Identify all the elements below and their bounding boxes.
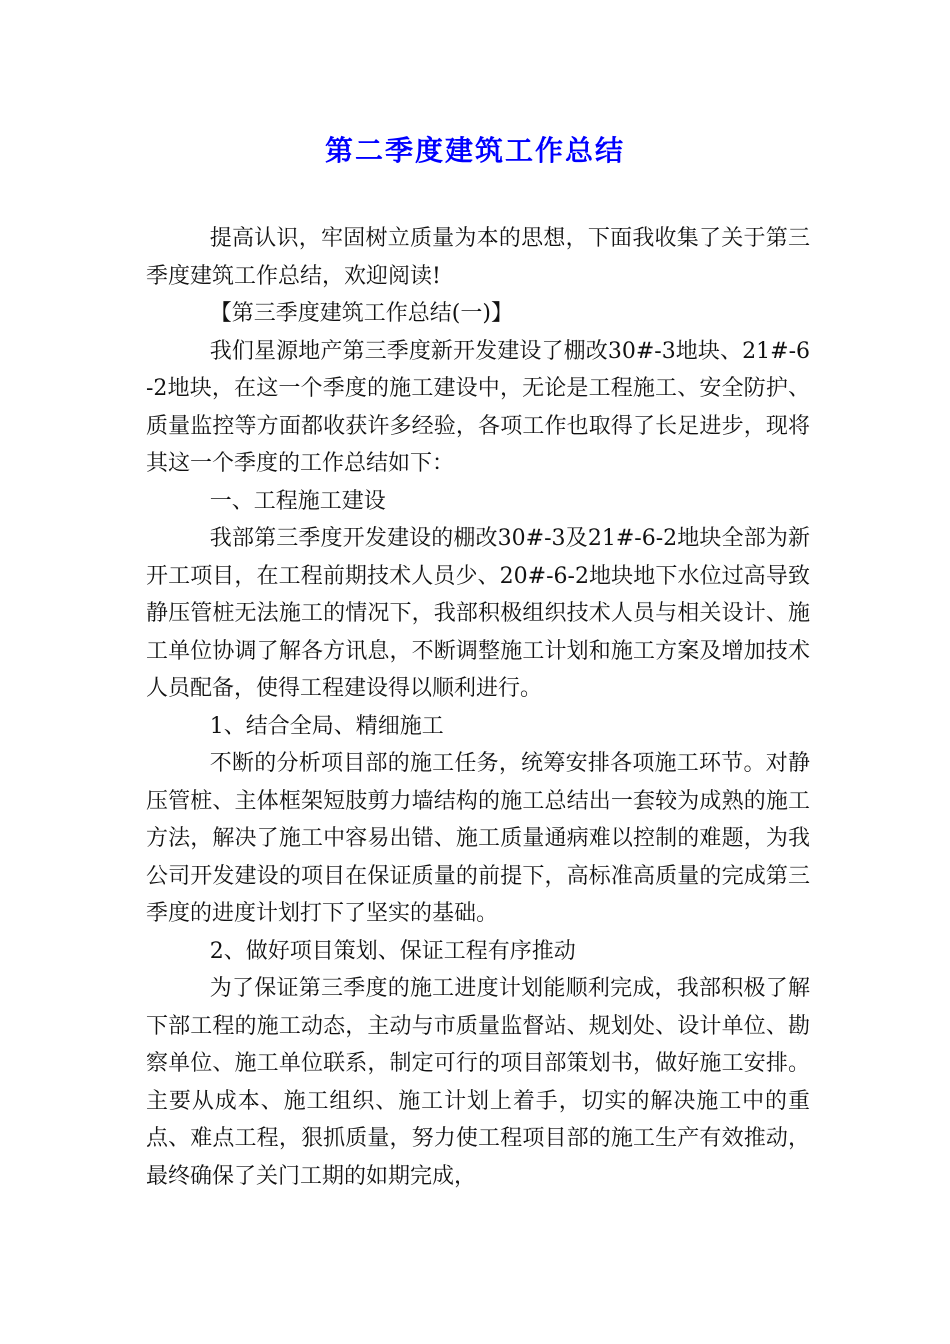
section-heading-part-one: 【第三季度建筑工作总结(一)】	[209, 301, 513, 326]
paragraph-construction: 我部第三季度开发建设的棚改30#-3及21#-6-2地块全部为新开工项目，在工程前期技术人员少、20#-6-2地块地下水位过高导致静压管桩无法施工的情况下，我部积极组织技术人员与相关设计、施工单位协调了解各方讯息，不断调整施工计划和施工方案及增加技术人员配备，使得工程建设得以顺利进行。	[146, 526, 810, 701]
document-title: 第二季度建筑工作总结	[324, 134, 625, 167]
paragraph-intro: 提高认识，牢固树立质量为本的思想，下面我收集了关于第三季度建筑工作总结，欢迎阅读!	[146, 226, 810, 289]
subheading-fine-construction: 1、结合全局、精细施工	[209, 713, 444, 739]
paragraph-fine-construction: 不断的分析项目部的施工任务，统筹安排各项施工环节。对静压管桩、主体框架短肢剪力墙结构的施工总结出一套较为成熟的施工方法，解决了施工中容易出错、施工质量通病难以控制的难题，为我公司开发建设的项目在保证质量的前提下，高标准高质量的完成第三季度的进度计划打下了坚实的基础。	[146, 751, 810, 926]
subheading-project-planning: 2、做好项目策划、保证工程有序推动	[209, 938, 576, 964]
paragraph-overview: 我们星源地产第三季度新开发建设了棚改30#-3地块、21#-6-2地块，在这一个季度的施工建设中，无论是工程施工、安全防护、质量监控等方面都收获许多经验，各项工作也取得了长足进步，现将其这一个季度的工作总结如下：	[146, 338, 810, 476]
document-body	[146, 220, 810, 1195]
paragraph-project-planning: 为了保证第三季度的施工进度计划能顺利完成，我部积极了解下部工程的施工动态，主动与市质量监督站、规划处、设计单位、勘察单位、施工单位联系，制定可行的项目部策划书，做好施工安排。主要从成本、施工组织、施工计划上着手，切实的解决施工中的重点、难点工程，狠抓质量，努力使工程项目部的施工生产有效推动，最终确保了关门工期的如期完成，	[146, 976, 810, 1189]
section-heading-construction: 一、工程施工建设	[209, 488, 386, 514]
